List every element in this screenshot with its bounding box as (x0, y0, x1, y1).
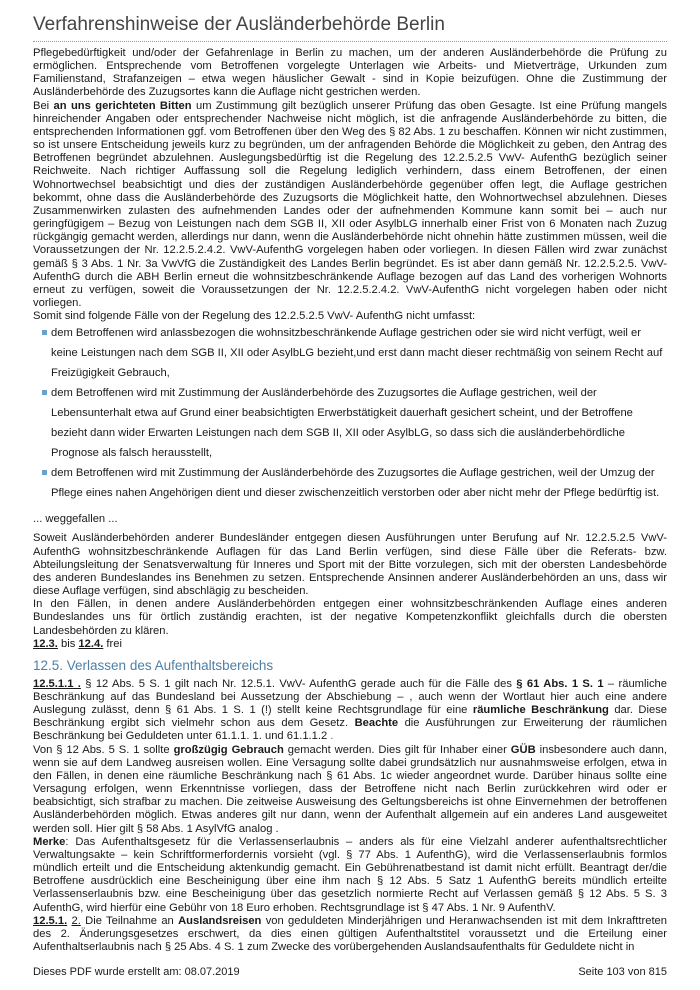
document-body (33, 47, 667, 954)
paragraph: Soweit Ausländerbehörden anderer Bundesländer entgegen diesen Ausführungen unter Berufung auf Nr. 12.2.5.2.5 VwV-AufenthG wohnsitzbeschränkende Auflagen für das Land Berlin verfügen, sind diese Fälle über die Referats- bzw. Abteilungsleitung der Senatsverwaltung für Inneres und Sport mit der Bitte vorzulegen, sich mit der obersten Landesbehörde des anderen Bundeslandes ins Benehmen zu setzen. Entsprechende Ansinnen anderer Ausländerbehörden an uns, dass wir diese Auflage verfügen, sind abschlägig zu bescheiden. (33, 532, 667, 598)
paragraph: Pflegebedürftigkeit und/oder der Gefahrenlage in Berlin zu machen, um der anderen Ausländerbehörde die Prüfung zu ermöglichen. Entsprechende vom Betroffenen vorgelegte Unterlagen wie Arbeits- und Mietverträge, Urkunden zum Familienstand, Strafanzeigen – etwa wegen häuslicher Gewalt - sind in Kopie beizufügen. Ohne die Zustimmung der Ausländerbehörde des Zuzugsortes kann die Auflage nicht gestrichen werden. (33, 47, 667, 99)
paragraph: Somit sind folgende Fälle von der Regelung des 12.2.5.2.5 VwV- AufenthG nicht umfasst: (33, 310, 476, 323)
link-12-5-1-1[interactable]: 12.5.1.1 . (33, 677, 81, 690)
page-footer (33, 966, 667, 978)
footer-page-number: Seite 103 von 815 (578, 966, 667, 978)
paragraph: Bei an uns gerichteten Bitten um Zustimmung gilt bezüglich unserer Prüfung das oben Gesagte. Ist eine Prüfung mangels hinreichender Angaben oder entsprechender Nachweise nicht möglich, ist die anfragende Ausländerbehörde zu bitten, die entsprechenden Informationen ggf. vom Betroffenen über den Weg des § 82 Abs. 1 zu beschaffen. Können wir nicht zustimmen, so ist unsere Entscheidung jeweils kurz zu begründen, um der anfragenden Behörde die Möglichkeit zu geben, den Antrag des Betroffenen begründet abzulehnen. Auslegungsbedürftig ist die Regelung des 12.2.5.2.5 VwV- AufenthG bezüglich seiner Reichweite. Nach richtiger Auffassung soll die Regelung lediglich verhindern, dass einem Betroffenen, der einen Wohnortwechsel beabsichtigt und dies der zuständigen Ausländerbehörde gegenüber offen legt, die Auflage gestrichen bekommt, ohne dass die Ausländerbehörde des Zuzugsorts die Möglichkeit hatte, den Wohnortwechsel abzulehnen. Dieses Zusammenwirken zulasten des aufnehmenden Landes oder der aufnehmenden Kommune kann somit bei – auch nur geringfügigem – Bezug von Leistungen nach dem SGB II, XII oder AsylbLG innerhalb einer Frist von 6 Monaten nach Zuzug rückgängig gemacht werden, allerdings nur dann, wenn die Ausländerbehörde nicht ohnehin hätte zustimmen müssen, weil die Voraussetzungen der Nr. 12.2.5.2.4.2. VwV-AufenthG vorgelegen haben oder vorliegen. In diesen Fällen wird zwar zunächst gemäß § 3 Abs. 1 Nr. 3a VwVfG die Zuständigkeit des Landes Berlin begründet. Es ist aber dann gemäß Nr. 12.2.5.2.5. VwV-AufenthG durch die ABH Berlin erneut die wohnsitzbeschränkende Auflage bezogen auf das Land des vorherigen Wohnorts erneut zu verfügen, soweit die Voraussetzungen der Nr. 12.2.5.2.4.2. VwV-AufenthG nicht vorgelegen haben oder nicht vorliegen. (33, 99, 667, 309)
footer-created-date: Dieses PDF wurde erstellt am: 08.07.2019 (33, 966, 240, 978)
list-item: dem Betroffenen wird anlassbezogen die wohnsitzbeschränkende Auflage gestrichen oder sie wird nicht verfügt, weil er keine Leistungen nach dem SGB II, XII oder AsylbLG bezieht,und erst dann macht dieser rechtmäßig von seinem Recht auf Freizügigkeit Gebrauch, (33, 323, 667, 383)
bullet-square-icon (42, 330, 47, 335)
link-12-5-1[interactable]: 12.5.1. (33, 914, 68, 927)
exception-list (33, 323, 667, 503)
paragraph: In den Fällen, in denen andere Ausländerbehörden entgegen einer wohnsitzbeschränkenden Auflage eines anderen Bundeslandes uns für örtlich zuständig erachten, ist der negative Kompetenzkonflikt gleichfalls durch die obersten Landesbehörden zu klären. (33, 598, 667, 637)
link-12-3[interactable]: 12.3. (33, 637, 58, 650)
bullet-square-icon (42, 470, 47, 475)
link-12-5-1-2[interactable]: 2. (71, 914, 81, 927)
bullet-square-icon (42, 390, 47, 395)
list-item: dem Betroffenen wird mit Zustimmung der Ausländerbehörde des Zuzugsortes die Auflage gestrichen, weil der Umzug der Pflege eines nahen Angehörigen dient und dieser zwischenzeitlich verstorben oder aber nicht mehr der Pflege bedürftig ist. (33, 463, 667, 503)
paragraph: 12.3. bis 12.4. frei (33, 637, 122, 650)
omitted-note: ... weggefallen ... (33, 513, 118, 526)
paragraph: 12.5.1. 2. Die Teilnahme an Auslandsreisen von geduldeten Minderjährigen und Heranwachsenden ist mit dem Inkrafttreten des 2. Änderungsgesetzes erschwert, da dies einen gültigen Aufenthaltstitel voraussetzt und die Erteilung einer Aufenthaltserlaubnis nach § 25 Abs. 4 S. 1 zum Zwecke des vorübergehenden Auslandsaufenthalts für Geduldete nicht in (33, 914, 667, 953)
document-title: Verfahrenshinweise der Ausländerbehörde Berlin (33, 14, 667, 42)
paragraph: 12.5.1.1 . § 12 Abs. 5 S. 1 gilt nach Nr. 12.5.1. VwV- AufenthG gerade auch für die Fälle des § 61 Abs. 1 S. 1 – räumliche Beschränkung auf das Bundesland bei Aussetzung der Abschiebung – , auch wenn der Wortlaut hier auch eine andere Auslegung zulässt, denn § 61 Abs. 1 S. 1 (!) stellt keine Rechtsgrundlage für eine räumliche Beschränkung dar. Diese Beschränkung ergibt sich vielmehr schon aus dem Gesetz. Beachte die Ausführungen zur Erweiterung der räumlichen Beschränkung bei Geduldeten unter 61.1.1. 1. und 61.1.1.2 . (33, 677, 668, 743)
list-item: dem Betroffenen wird mit Zustimmung der Ausländerbehörde des Zuzugsortes die Auflage gestrichen, weil der Lebensunterhalt etwa auf Grund einer beabsichtigten Erwerbstätigkeit dauerhaft gesichert scheint, und der Betroffene bezieht dann wider Erwarten Leistungen nach dem SGB II, XII oder AsylbLG, so dass sich die ausländerbehördliche Prognose als falsch herausstellt, (33, 383, 667, 463)
paragraph: Von § 12 Abs. 5 S. 1 sollte großzügig Gebrauch gemacht werden. Dies gilt für Inhaber einer GÜB insbesondere auch dann, wenn sie auf dem Landweg ausreisen wollen. Eine Versagung sollte dabei grundsätzlich nur ausnahmsweise erfolgen, etwa in den Fällen, in denen eine räumliche Beschränkung nach § 61 Abs. 1c wieder angeordnet wurde. Darüber hinaus sollte eine Versagung erfolgen, wenn Erkenntnisse vorliegen, dass der Betroffene nicht nach Berlin zurückkehren wird oder er beabsichtigt, sich strafbar zu machen. Die zeitweise Ausweisung des Geltungsbereichs ist ohne Einvernehmen der betroffenen Ausländerbehörden möglich. Etwas anderes gilt nur dann, wenn der Aufenthalt allgemein auf ein anderes Land ausgeweitet werden soll. Hier gilt § 58 Abs. 1 AsylVfG analog . (33, 743, 667, 835)
document-page (33, 0, 667, 954)
section-heading: 12.5. Verlassen des Aufenthaltsbereichs (33, 657, 274, 673)
paragraph: Merke: Das Aufenthaltsgesetz für die Verlassenserlaubnis – anders als für eine Vielzahl anderer aufenthaltsrechtlicher Verwaltungsakte – kein Schriftformerfordernis vorsieht (vgl. § 77 Abs. 1 AufenthG), wird die Verlassenserlaubnis formlos mündlich erteilt und die Entscheidung aktenkundig gemacht. Ein Gebührenatbestand ist damit nicht erfüllt. Beantragt der/die Betroffene ausdrücklich eine Bescheinigung über eine ihm nach § 12 Abs. 5 Satz 1 AufenthG bereits mündlich erteilte Verlassenserlaubnis bzw. eine Bescheinigung über das gesetzlich normierte Recht auf Verlassen gemäß § 12 Abs. 5 S. 3 AufenthG, wird hierfür eine Gebühr von 18 Euro erhoben. Rechtsgrundlage ist § 47 Abs. 1 Nr. 9 AufenthV. (33, 835, 667, 914)
link-12-4[interactable]: 12.4. (78, 637, 104, 650)
